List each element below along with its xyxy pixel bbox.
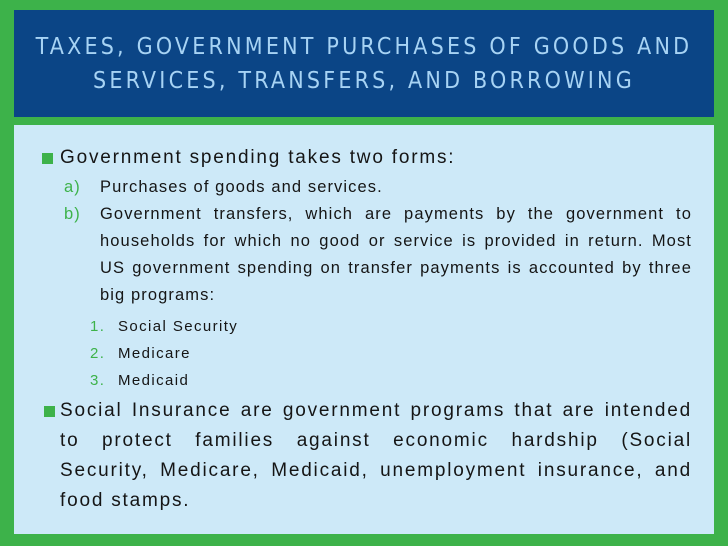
sub-marker: b)	[64, 205, 81, 223]
bullet-square-icon	[42, 153, 53, 164]
bullet-text: Social Insurance are government programs that are intended to protect families against economic hardship (Social Security, Medicare, Medicaid, unemployment insurance, and food stamps.	[60, 400, 692, 511]
numbered-item-medicare	[14, 340, 714, 367]
number-marker: 1.	[90, 318, 106, 335]
header-divider	[14, 117, 714, 125]
numbered-item-medicaid	[14, 367, 714, 394]
sub-item-text: Government transfers, which are payments by the government to households for which no good or service is provided in return. Most US government spending on transfer payments is accounted by three big programs:	[100, 205, 692, 304]
numbered-item-text: Medicaid	[118, 372, 190, 389]
sub-marker: a)	[64, 178, 81, 196]
numbered-item-social-security	[14, 313, 714, 340]
numbered-item-text: Medicare	[118, 345, 191, 362]
bullet-square-icon	[44, 406, 55, 417]
slide-header	[14, 10, 714, 117]
bullet-social-insurance	[14, 396, 714, 516]
bullet-government-spending	[14, 143, 714, 172]
sub-list	[14, 174, 714, 309]
slide-body	[14, 125, 714, 534]
sub-item-b	[14, 201, 714, 309]
slide-content	[14, 143, 714, 516]
slide-title: TAXES, GOVERNMENT PURCHASES OF GOODS AND SERVICES, TRANSFERS, AND BORROWING	[35, 33, 693, 94]
bullet-text: Government spending takes two forms:	[60, 147, 456, 168]
sub-item-a	[14, 174, 714, 201]
sub-item-text: Purchases of goods and services.	[100, 178, 383, 196]
number-marker: 3.	[90, 372, 106, 389]
numbered-list	[14, 313, 714, 394]
numbered-item-text: Social Security	[118, 318, 239, 335]
number-marker: 2.	[90, 345, 106, 362]
